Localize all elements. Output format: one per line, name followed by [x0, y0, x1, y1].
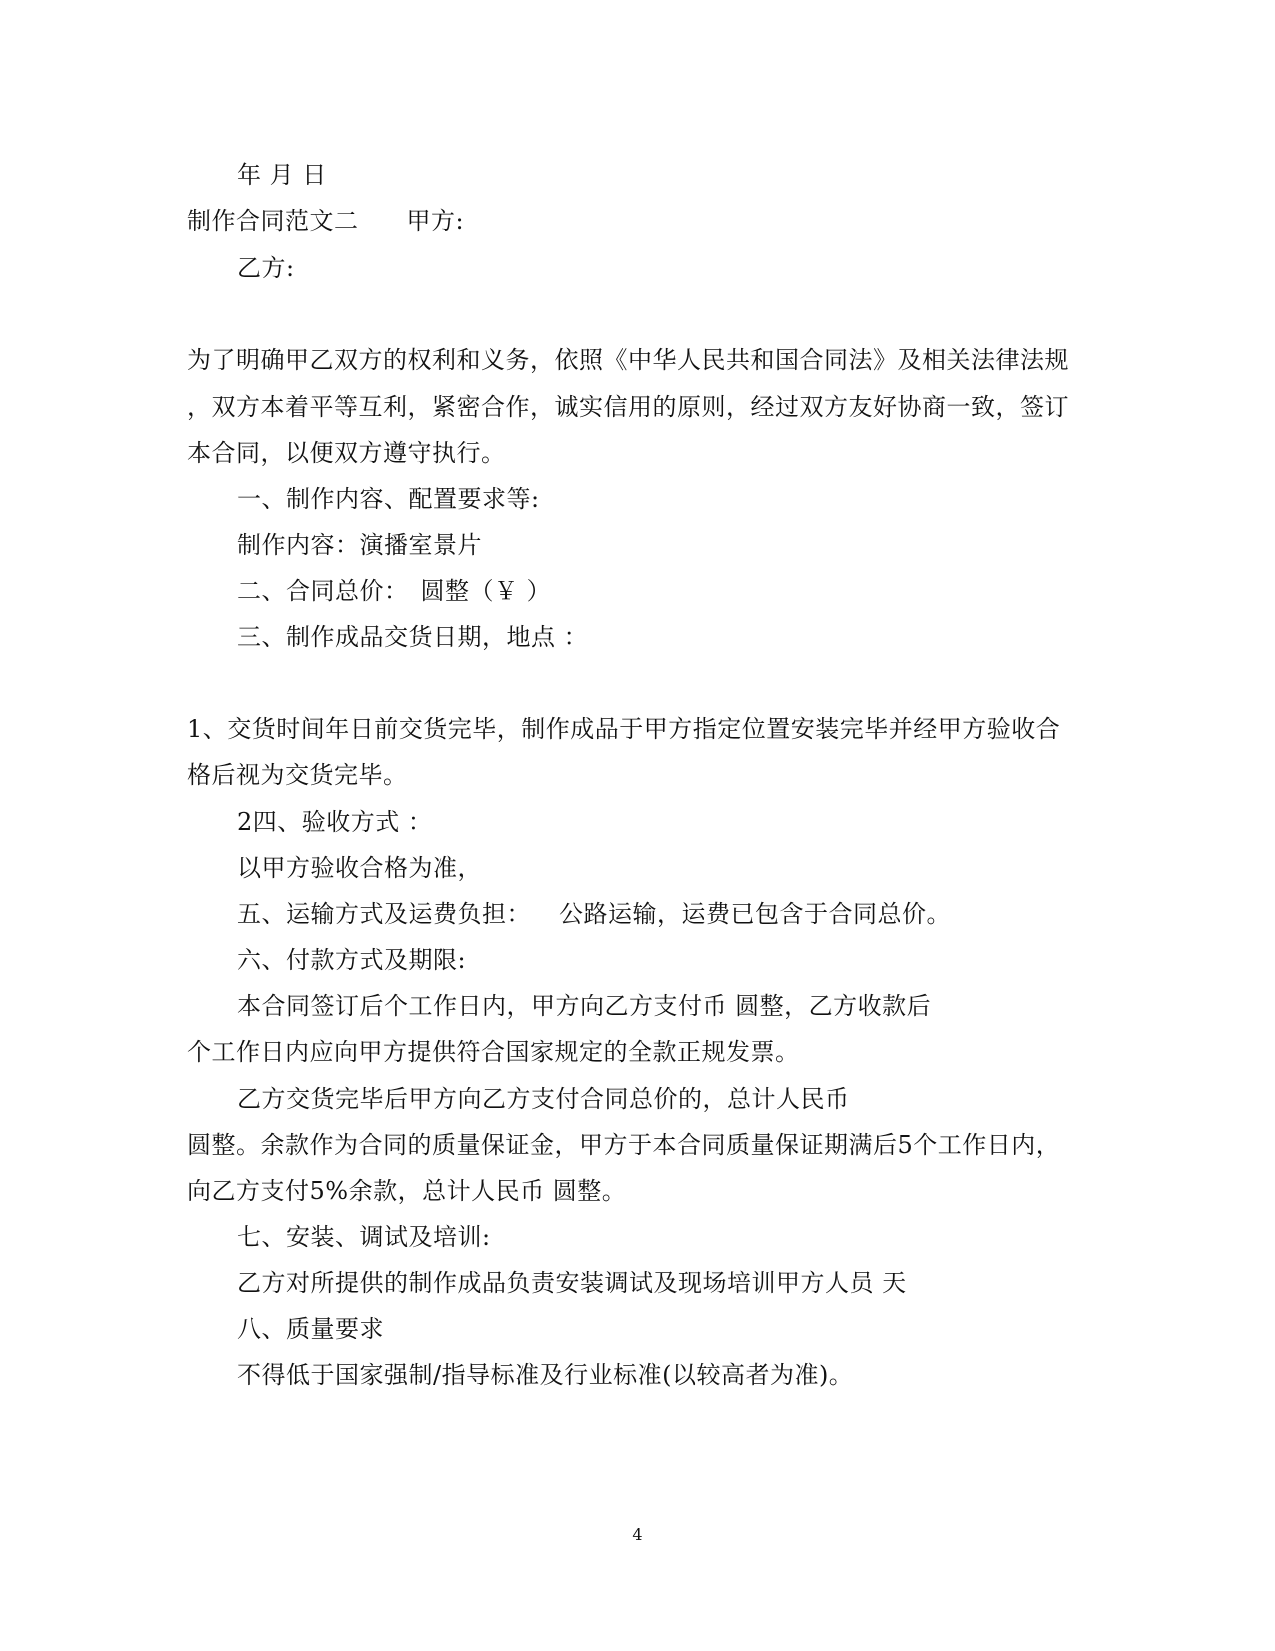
section-1-heading: 一、制作内容、配置要求等:	[237, 485, 540, 513]
section-1-content: 制作内容：演播室景片	[237, 531, 482, 559]
section-6-p1-line-2: 个工作日内应向甲方提供符合国家规定的全款正规发票。	[187, 1038, 800, 1066]
section-8-content: 不得低于国家强制/指导标准及行业标准(以较高者为准)。	[237, 1361, 854, 1389]
transport-value: 公路运输，运费已包含于合同总价。	[559, 900, 951, 928]
section-4-content: 以甲方验收合格为准，	[237, 854, 482, 882]
section-2-line	[237, 576, 551, 606]
section-3-heading: 三、制作成品交货日期，地点 ：	[237, 623, 589, 651]
party-a-label: 甲方:	[406, 207, 465, 235]
section-7-content: 乙方对所提供的制作成品负责安装调试及现场培训甲方人员 天	[237, 1269, 907, 1297]
section-4-heading: 2四、验收方式 ：	[237, 808, 433, 836]
intro-line-2: ，双方本着平等互利，紧密合作，诚实信用的原则，经过双方友好协商一致，签订	[187, 393, 1069, 421]
page-number: 4	[632, 1525, 643, 1544]
section-3-item1-line-1: 1、交货时间年日前交货完毕，制作成品于甲方指定位置安装完毕并经甲方验收合	[187, 715, 1061, 743]
section-6-p1-line-1: 本合同签订后个工作日内，甲方向乙方支付币 圆整，乙方收款后	[237, 992, 932, 1020]
section-5-line	[237, 899, 951, 929]
date-line: 年 月 日	[237, 161, 327, 189]
section-7-heading: 七、安装、调试及培训:	[237, 1223, 491, 1251]
section-6-p2-line-1: 乙方交货完毕后甲方向乙方支付合同总价的，总计人民币	[237, 1085, 850, 1113]
title-line	[187, 206, 464, 236]
contract-total-label: 二、合同总价：	[237, 577, 409, 605]
intro-line-3: 本合同，以便双方遵守执行。	[187, 439, 506, 467]
contract-total-value: 圆整（￥ ）	[420, 577, 552, 605]
party-b-label: 乙方:	[237, 254, 295, 282]
section-6-p2-line-3: 向乙方支付5%余款，总计人民币 圆整。	[187, 1177, 627, 1205]
transport-label: 五、运输方式及运费负担：	[237, 900, 531, 928]
section-6-p2-line-2: 圆整。余款作为合同的质量保证金，甲方于本合同质量保证期满后5个工作日内，	[187, 1131, 1061, 1159]
intro-line-1: 为了明确甲乙双方的权利和义务，依照《中华人民共和国合同法》及相关法律法规	[187, 346, 1069, 374]
document-title: 制作合同范文二	[187, 207, 359, 235]
section-6-heading: 六、付款方式及期限:	[237, 946, 467, 974]
section-8-heading: 八、质量要求	[237, 1315, 384, 1343]
section-3-item1-line-2: 格后视为交货完毕。	[187, 761, 408, 789]
